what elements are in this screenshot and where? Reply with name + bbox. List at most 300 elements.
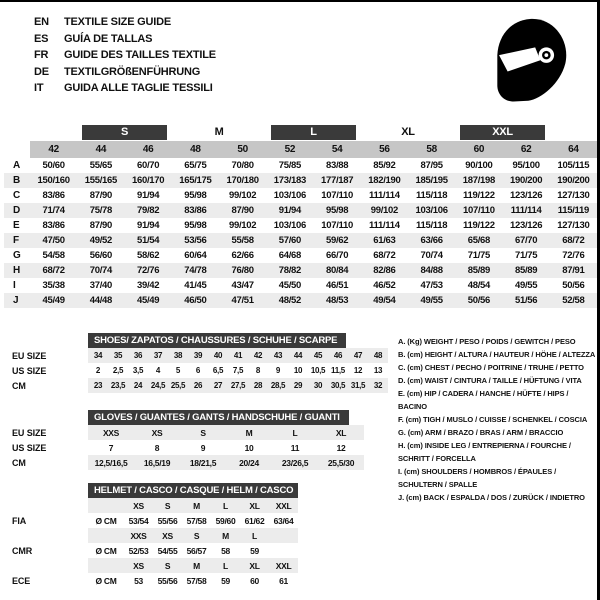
helmet-cell: L xyxy=(211,558,240,573)
shoes-cell: 24,5 xyxy=(148,378,168,393)
shoes-cell: 10 xyxy=(293,366,303,375)
gloves-cell: XL xyxy=(318,425,364,440)
helmet-cell: 59 xyxy=(221,575,230,586)
size-number-cell: 46 xyxy=(125,141,172,158)
measurement-row xyxy=(4,203,597,218)
measurement-letter: F xyxy=(4,233,30,248)
shoes-cell: 13 xyxy=(373,366,383,375)
guide-title: TEXTILGRÖßENFÜHRUNG xyxy=(64,65,201,78)
helmet-cell xyxy=(88,528,124,543)
helmet-cell: Ø CM xyxy=(95,575,117,586)
measurement-cell: 76/80 xyxy=(219,263,266,278)
legend-item: C. (cm) CHEST / PECHO / POITRINE / TRUHE / PETTO xyxy=(398,363,584,372)
helmet-title-spacer xyxy=(8,482,88,498)
helmet-row xyxy=(8,558,298,573)
measurement-cell: 49/54 xyxy=(361,293,408,308)
measurement-letter: C xyxy=(4,188,30,203)
measurement-cell: 74/78 xyxy=(172,263,219,278)
gloves-cell: XXS xyxy=(88,425,134,440)
measurement-cell: 72/76 xyxy=(562,250,585,261)
measurement-cell: 115/118 xyxy=(416,190,448,201)
gloves-size-table xyxy=(8,409,364,470)
gloves-cell: L xyxy=(272,425,318,440)
size-number-cell: 64 xyxy=(550,141,597,158)
helmet-row xyxy=(8,573,298,588)
measurement-cell: 182/190 xyxy=(361,173,408,188)
measurement-cell: 85/89 xyxy=(503,263,550,278)
measurement-cell: 91/94 xyxy=(136,220,160,231)
measurement-cell: 72/76 xyxy=(125,263,172,278)
size-number-row xyxy=(4,141,597,158)
visor-pivot-center xyxy=(544,53,548,57)
language-code: ES xyxy=(34,32,49,45)
gloves-cell: 18/21,5 xyxy=(180,455,226,470)
measurement-letter: J xyxy=(4,293,30,308)
measurement-cell: 39/42 xyxy=(136,280,160,291)
language-code: EN xyxy=(34,16,49,28)
measurement-cell: 160/170 xyxy=(125,173,172,188)
measurement-cell: 95/100 xyxy=(512,160,540,171)
shoes-row xyxy=(8,348,388,363)
shoes-row-label: US SIZE xyxy=(8,363,88,378)
measurement-cell: 53/56 xyxy=(172,233,219,248)
measurement-cell: 83/86 xyxy=(42,190,65,201)
measurement-cell: 87/90 xyxy=(219,203,266,218)
measurement-cell: 119/122 xyxy=(463,190,495,201)
measurement-cell: 45/50 xyxy=(278,280,302,291)
helmet-cell: 59 xyxy=(250,545,259,556)
measurement-cell: 59/62 xyxy=(314,233,361,248)
helmet-title-cell xyxy=(88,482,298,498)
gloves-row-label: US SIZE xyxy=(8,440,88,455)
shoes-cell: 37 xyxy=(148,348,168,363)
gloves-title-cell xyxy=(88,409,364,425)
helmet-cell xyxy=(88,558,124,573)
measurement-cell: 85/89 xyxy=(455,263,502,278)
measurement-cell: 83/86 xyxy=(42,220,65,231)
measurement-cell: 119/122 xyxy=(463,220,495,231)
measurement-cell: 170/180 xyxy=(219,173,266,188)
measurement-cell: 95/98 xyxy=(314,203,361,218)
measurement-cell: 63/66 xyxy=(408,233,455,248)
size-number-cell: 42 xyxy=(30,141,77,158)
shoes-cell: 9 xyxy=(275,366,281,375)
measurement-cell: 45/49 xyxy=(125,293,172,308)
helmet-cell: Ø CM xyxy=(95,545,117,556)
measurement-cell: 83/88 xyxy=(325,160,349,171)
legend-item: H. (cm) INSIDE LEG / ENTREPIERNA / FOURCHE / SCHRITT / FORCELLA xyxy=(398,441,571,463)
gloves-cell: 12,5/16,5 xyxy=(88,455,134,470)
measurement-cell: 66/70 xyxy=(325,250,349,261)
shoes-cell: 40 xyxy=(208,348,228,363)
measurement-cell: 70/74 xyxy=(77,263,124,278)
shoes-title-row xyxy=(8,332,388,348)
shoes-cell: 45 xyxy=(308,348,328,363)
shoes-cell: 6,5 xyxy=(212,366,224,375)
guide-title: GUIDE DES TAILLES TEXTILE xyxy=(64,49,216,61)
measurement-cell: 58/62 xyxy=(136,250,160,261)
gloves-cell: 12 xyxy=(336,442,346,453)
helmet-cell: 59/60 xyxy=(215,515,236,526)
measurement-legend xyxy=(398,335,598,504)
shoes-cell: 11,5 xyxy=(331,366,345,375)
measurement-cell: 190/200 xyxy=(503,173,550,188)
shoes-cell: 12 xyxy=(353,366,363,375)
helmet-cell: 61 xyxy=(279,575,288,586)
helmet-cell: 58 xyxy=(221,545,230,556)
helmet-cell: 55/56 xyxy=(157,515,178,526)
helmet-cell: 57/58 xyxy=(186,575,207,586)
helmet-row xyxy=(8,498,298,513)
helmet-cell: S xyxy=(153,558,182,573)
legend-item: G. (cm) ARM / BRAZO / BRAS / ARM / BRACCIO xyxy=(398,428,564,437)
size-number-cell: 56 xyxy=(361,141,408,158)
helmet-row-label: ECE xyxy=(8,573,88,588)
measurement-cell: 95/98 xyxy=(184,220,207,231)
helmet-row-label: FIA xyxy=(8,513,88,528)
measurement-cell: 50/60 xyxy=(42,160,65,171)
measurement-cell: 50/56 xyxy=(562,280,585,291)
shoes-cell: 2,5 xyxy=(112,366,124,375)
helmet-cell: Ø CM xyxy=(95,515,117,526)
gloves-row-label: EU SIZE xyxy=(8,425,88,440)
helmet-cell: 53 xyxy=(134,575,143,586)
measurement-letter: D xyxy=(4,203,30,218)
language-row xyxy=(34,47,216,64)
measurement-cell: 115/119 xyxy=(550,203,597,218)
gloves-row-label: CM xyxy=(8,455,88,470)
shoes-cell: 47 xyxy=(348,348,368,363)
gloves-row xyxy=(8,455,364,470)
shoes-cell: 30,5 xyxy=(328,378,348,393)
textile-size-table xyxy=(4,124,597,308)
measurement-cell: 49/55 xyxy=(514,280,538,291)
helmet-cell xyxy=(269,528,298,543)
size-number-cell: 48 xyxy=(172,141,219,158)
measurement-cell: 83/86 xyxy=(172,203,219,218)
shoes-cell: 24 xyxy=(128,378,148,393)
size-group-cell xyxy=(172,124,267,141)
measurement-cell: 48/52 xyxy=(266,293,313,308)
measurement-letter: B xyxy=(4,173,30,188)
helmet-cell: 63/64 xyxy=(273,515,294,526)
language-code: IT xyxy=(34,82,44,94)
helmet-cell: L xyxy=(211,498,240,513)
gloves-cell: 7 xyxy=(108,442,114,453)
measurement-cell: 55/65 xyxy=(89,160,113,171)
measurement-cell: 68/72 xyxy=(373,250,396,261)
helmet-row-label xyxy=(8,528,88,543)
measurement-cell: 123/126 xyxy=(510,190,543,201)
legend-item: I. (cm) SHOULDERS / HOMBROS / ÉPAULES / SCHULTERN / SPALLE xyxy=(398,467,557,489)
measurement-cell: 47/53 xyxy=(420,280,443,291)
helmet-cell: M xyxy=(211,528,240,543)
shoes-cell: 2 xyxy=(95,366,101,375)
measurement-cell: 91/94 xyxy=(136,190,160,201)
legend-item: A. (Kg) WEIGHT / PESO / POIDS / GEWITCH / PESO xyxy=(398,337,576,346)
measurement-cell: 150/160 xyxy=(30,173,77,188)
measurement-cell: 107/110 xyxy=(321,190,353,201)
language-row xyxy=(34,64,216,81)
shoes-cell: 31,5 xyxy=(348,378,368,393)
helmet-cell xyxy=(269,543,298,558)
measurement-cell: 60/64 xyxy=(184,250,207,261)
shoes-cell: 5 xyxy=(175,366,181,375)
measurement-cell: 165/175 xyxy=(172,173,219,188)
size-group-cell xyxy=(77,124,172,141)
helmet-cell: S xyxy=(182,528,211,543)
helmet-cell: 55/56 xyxy=(157,575,178,586)
shoes-cell: 3,5 xyxy=(132,366,144,375)
helmet-cell: XXL xyxy=(269,498,298,513)
helmet-cell: 60 xyxy=(250,575,259,586)
helmet-cell: 57/58 xyxy=(186,515,207,526)
measurement-row xyxy=(4,233,597,248)
helmet-cell: L xyxy=(240,528,269,543)
legend-item: D. (cm) WAIST / CINTURA / TAILLE / HÜFTUNG / VITA xyxy=(398,376,582,385)
measurement-cell: 90/100 xyxy=(465,160,493,171)
measurement-cell: 52/58 xyxy=(550,293,597,308)
measurement-cell: 47/51 xyxy=(219,293,266,308)
size-group-label: S xyxy=(82,125,167,140)
measurement-cell: 70/74 xyxy=(420,250,443,261)
size-group-label: XL xyxy=(401,126,415,138)
helmet-row xyxy=(8,513,298,528)
helmet-row-label xyxy=(8,498,88,513)
measurement-cell: 187/198 xyxy=(455,173,502,188)
shoes-cell: 28 xyxy=(248,378,268,393)
measurement-cell: 127/130 xyxy=(557,190,590,201)
measurement-cell: 177/187 xyxy=(314,173,361,188)
helmet-cell: 54/55 xyxy=(157,545,178,556)
gloves-cell: S xyxy=(180,425,226,440)
helmet-row xyxy=(8,528,298,543)
measurement-cell: 57/60 xyxy=(266,233,313,248)
legend-item: J. (cm) BACK / ESPALDA / DOS / ZURÜCK / INDIETRO xyxy=(398,493,585,502)
measurement-cell: 103/106 xyxy=(273,220,306,231)
shoes-cell: 4 xyxy=(155,366,161,375)
measurement-row xyxy=(4,188,597,203)
shoes-row-label: CM xyxy=(8,378,88,393)
helmet-cell: XL xyxy=(240,498,269,513)
language-title-list xyxy=(34,14,216,97)
gloves-table-title: GLOVES / GUANTES / GANTS / HANDSCHUHE / GUANTI xyxy=(88,410,349,425)
measurement-letter: G xyxy=(4,248,30,263)
gloves-title-row xyxy=(8,409,364,425)
measurement-letter: H xyxy=(4,263,30,278)
helmet-cell: 56/57 xyxy=(186,545,207,556)
helmet-cell: 61/62 xyxy=(244,515,265,526)
size-group-cell xyxy=(30,124,77,141)
measurement-cell: 123/126 xyxy=(510,220,543,231)
accessory-tables xyxy=(8,332,388,588)
shoes-table-title: SHOES/ ZAPATOS / CHAUSSURES / SCHUHE / SCARPE xyxy=(88,333,346,348)
measurement-cell: 111/114 xyxy=(503,203,550,218)
measurement-cell: 99/102 xyxy=(361,203,408,218)
measurement-cell: 87/90 xyxy=(89,190,113,201)
corner-cell xyxy=(4,124,30,141)
measurement-row xyxy=(4,263,597,278)
legend-item: E. (cm) HIP / CADERA / HANCHE / HÜFTE / HIPS / BACINO xyxy=(398,389,569,411)
measurement-cell: 99/102 xyxy=(228,220,257,231)
measurement-cell: 48/53 xyxy=(314,293,361,308)
measurement-cell: 61/63 xyxy=(361,233,408,248)
measurement-cell: 65/68 xyxy=(455,233,502,248)
measurement-cell: 111/114 xyxy=(369,190,400,201)
shoes-cell: 48 xyxy=(368,348,388,363)
gloves-cell: 23/26,5 xyxy=(272,455,318,470)
measurement-cell: 55/58 xyxy=(219,233,266,248)
measurement-cell: 44/48 xyxy=(77,293,124,308)
gloves-row xyxy=(8,425,364,440)
measurement-cell: 79/82 xyxy=(125,203,172,218)
measurement-cell: 115/118 xyxy=(416,220,448,231)
measurement-cell: 51/56 xyxy=(503,293,550,308)
helmet-cell: XS xyxy=(124,498,153,513)
measurement-letter: E xyxy=(4,218,30,233)
shoes-cell: 23 xyxy=(88,378,108,393)
measurement-cell: 54/58 xyxy=(42,250,65,261)
shoes-cell: 23,5 xyxy=(108,378,128,393)
shoes-cell: 26 xyxy=(188,378,208,393)
helmet-size-table xyxy=(8,482,298,588)
measurement-cell: 46/52 xyxy=(373,280,396,291)
racing-helmet-icon xyxy=(487,12,573,112)
measurement-letter: I xyxy=(4,278,30,293)
measurement-cell: 105/115 xyxy=(557,160,590,171)
measurement-cell: 71/75 xyxy=(514,250,538,261)
measurement-cell: 49/55 xyxy=(408,293,455,308)
size-group-cell xyxy=(266,124,361,141)
measurement-cell: 87/91 xyxy=(550,263,597,278)
size-number-cell: 50 xyxy=(219,141,266,158)
measurement-cell: 51/54 xyxy=(125,233,172,248)
helmet-cell: XXS xyxy=(124,528,153,543)
shoes-cell: 32 xyxy=(368,378,388,393)
size-number-cell: 52 xyxy=(266,141,313,158)
measurement-cell: 67/70 xyxy=(503,233,550,248)
shoes-size-table xyxy=(8,332,388,393)
shoes-cell: 36 xyxy=(128,348,148,363)
measurement-row xyxy=(4,173,597,188)
measurement-cell: 68/72 xyxy=(550,233,597,248)
helmet-cell: S xyxy=(153,498,182,513)
shoes-cell: 28,5 xyxy=(268,378,288,393)
measurement-cell: 87/90 xyxy=(89,220,113,231)
measurement-row xyxy=(4,158,597,173)
measurement-cell: 87/95 xyxy=(420,160,443,171)
measurement-cell: 91/94 xyxy=(266,203,313,218)
measurement-cell: 99/102 xyxy=(228,190,257,201)
shoes-row xyxy=(8,363,388,378)
gloves-cell: M xyxy=(226,425,272,440)
measurement-cell: 62/66 xyxy=(231,250,254,261)
shoes-cell: 10,5 xyxy=(310,366,326,375)
size-number-cell: 58 xyxy=(408,141,455,158)
measurement-cell: 70/80 xyxy=(231,160,254,171)
size-number-cell: 44 xyxy=(77,141,124,158)
shoes-cell: 25,5 xyxy=(168,378,188,393)
language-row xyxy=(34,14,216,31)
helmet-cell: XXL xyxy=(269,558,298,573)
measurement-cell: 80/84 xyxy=(314,263,361,278)
shoes-cell: 7,5 xyxy=(232,366,244,375)
size-group-label: L xyxy=(271,125,356,140)
shoes-cell: 43 xyxy=(268,348,288,363)
size-number-cell: 62 xyxy=(503,141,550,158)
corner-cell xyxy=(4,141,30,158)
language-row xyxy=(34,31,216,48)
shoes-cell: 27,5 xyxy=(228,378,248,393)
measurement-cell: 103/106 xyxy=(273,190,306,201)
shoes-title-spacer xyxy=(8,332,88,348)
guide-title: GUIDA ALLE TAGLIE TESSILI xyxy=(64,82,213,94)
guide-title: TEXTILE SIZE GUIDE xyxy=(64,16,172,28)
gloves-cell: 8 xyxy=(154,442,160,453)
measurement-row xyxy=(4,278,597,293)
helmet-cell: XS xyxy=(124,558,153,573)
size-group-label: XXL xyxy=(460,125,545,140)
measurement-cell: 71/75 xyxy=(467,250,491,261)
shoes-cell: 35 xyxy=(108,348,128,363)
gloves-cell: 9 xyxy=(200,442,206,453)
measurement-cell: 41/45 xyxy=(184,280,207,291)
measurement-cell: 78/82 xyxy=(266,263,313,278)
measurement-cell: 111/114 xyxy=(369,220,400,231)
gloves-cell: 10 xyxy=(244,442,254,453)
measurement-cell: 103/106 xyxy=(408,203,455,218)
measurement-cell: 127/130 xyxy=(557,220,590,231)
shoes-cell: 30 xyxy=(308,378,328,393)
size-group-row xyxy=(4,124,597,141)
shoes-cell: 41 xyxy=(228,348,248,363)
measurement-cell: 65/75 xyxy=(184,160,207,171)
measurement-cell: 50/56 xyxy=(455,293,502,308)
helmet-row-label xyxy=(8,558,88,573)
size-group-label: M xyxy=(214,126,224,138)
measurement-cell: 84/88 xyxy=(408,263,455,278)
measurement-cell: 48/54 xyxy=(467,280,491,291)
measurement-cell: 75/78 xyxy=(77,203,124,218)
measurement-cell: 37/40 xyxy=(89,280,113,291)
measurement-cell: 155/165 xyxy=(77,173,124,188)
measurement-row xyxy=(4,293,597,308)
measurement-cell: 68/72 xyxy=(30,263,77,278)
measurement-cell: 60/70 xyxy=(136,160,160,171)
size-group-cell xyxy=(550,124,597,141)
shoes-cell: 39 xyxy=(188,348,208,363)
measurement-cell: 49/52 xyxy=(77,233,124,248)
size-group-cell xyxy=(361,124,456,141)
language-code: DE xyxy=(34,65,49,78)
shoes-row-label: EU SIZE xyxy=(8,348,88,363)
shoes-cell: 29 xyxy=(288,378,308,393)
measurement-cell: 185/195 xyxy=(408,173,455,188)
shoes-cell: 27 xyxy=(208,378,228,393)
measurement-cell: 71/74 xyxy=(30,203,77,218)
measurement-row xyxy=(4,248,597,263)
shoes-cell: 6 xyxy=(195,366,201,375)
size-group-cell xyxy=(455,124,550,141)
measurement-cell: 107/110 xyxy=(455,203,502,218)
measurement-cell: 190/200 xyxy=(550,173,597,188)
measurement-cell: 43/47 xyxy=(231,280,254,291)
shoes-cell: 42 xyxy=(248,348,268,363)
gloves-cell: XS xyxy=(134,425,180,440)
shoes-row xyxy=(8,378,388,393)
gloves-cell: 25,5/30 xyxy=(318,455,364,470)
legend-item: F. (cm) TIGH / MUSLO / CUISSE / SCHENKEL / COSCIA xyxy=(398,415,588,424)
